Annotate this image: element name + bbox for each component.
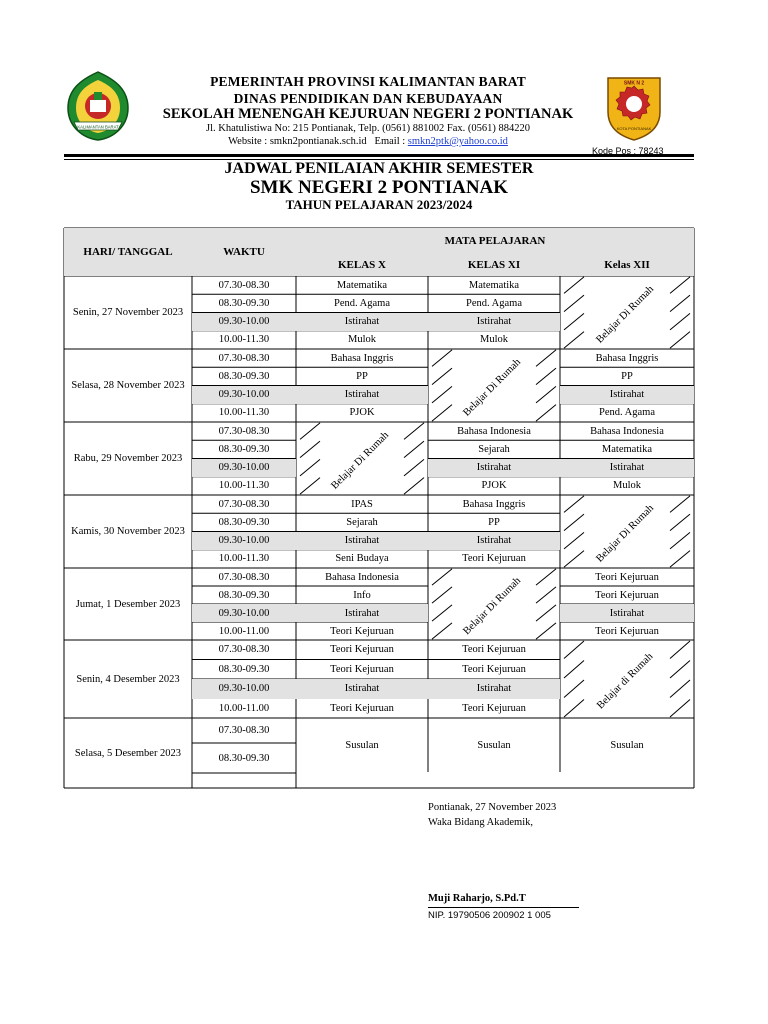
document-title: JADWAL PENILAIAN AKHIR SEMESTER bbox=[224, 160, 534, 177]
day-1-class-xi-slot-4: Mulok bbox=[479, 334, 508, 346]
header-day-date: HARI/ TANGGAL bbox=[64, 228, 192, 276]
day-5-time-2: 08.30-09.30 bbox=[218, 589, 270, 601]
day-5-class-x-slot-2: Info bbox=[353, 589, 371, 601]
letterhead-government: PEMERINTAH PROVINSI KALIMANTAN BARAT bbox=[210, 74, 526, 89]
signature-name: Muji Raharjo, S.Pd.T bbox=[428, 893, 526, 904]
smkn2-school-logo bbox=[600, 70, 668, 142]
day-5-class-xii-slot-3: Istirahat bbox=[560, 604, 694, 622]
day-7-class-xii-makeup: Susulan bbox=[610, 739, 644, 751]
day-1-class-xi-slot-1: Matematika bbox=[468, 279, 520, 291]
signature-place-date: Pontianak, 27 November 2023 bbox=[428, 802, 557, 813]
header-class-xii: Kelas XII bbox=[560, 254, 694, 276]
letterhead-address: Jl. Khatulistiwa No: 215 Pontianak, Telp. (0561) 881002 Fax. (0561) 884220 bbox=[206, 123, 530, 134]
day-6-class-xi-slot-1: Teori Kejuruan bbox=[462, 644, 526, 656]
day-6-time-1: 07.30-08.30 bbox=[218, 644, 270, 656]
day-4-class-x-slot-4: Seni Budaya bbox=[335, 553, 389, 565]
day-3-time-2: 08.30-09.30 bbox=[218, 443, 270, 455]
day-5-class-x-slot-1: Bahasa Indonesia bbox=[325, 571, 399, 583]
day-2-class-x-slot-1: Bahasa Inggris bbox=[330, 352, 394, 364]
day-4-date: Kamis, 30 November 2023 bbox=[71, 526, 185, 537]
signature-nip: NIP. 19790506 200902 1 005 bbox=[428, 910, 551, 921]
day-6-class-x-slot-1: Teori Kejuruan bbox=[330, 644, 394, 656]
day-1-class-xii-home-study: Belajar Di Rumah bbox=[594, 283, 657, 346]
header-subjects: MATA PELAJARAN bbox=[296, 228, 694, 254]
header-class-xi: KELAS XI bbox=[428, 254, 560, 276]
day-2-time-4: 10.00-11.30 bbox=[218, 407, 270, 419]
day-6-class-xii-home-study: Belajar di Rumah bbox=[595, 651, 656, 712]
day-7-date: Selasa, 5 Desember 2023 bbox=[74, 747, 182, 759]
day-4-class-x-slot-2: Sejarah bbox=[346, 516, 378, 528]
day-6-class-xi-slot-4: Teori Kejuruan bbox=[462, 702, 526, 714]
day-5-time-3: 09.30-10.00 bbox=[192, 604, 296, 622]
day-7-class-x-makeup: Susulan bbox=[345, 739, 379, 751]
day-2-class-xii-slot-2: PP bbox=[621, 370, 633, 382]
day-3-class-xi-slot-1: Bahasa Indonesia bbox=[457, 425, 531, 437]
day-4-time-3: 09.30-10.00 bbox=[192, 532, 296, 550]
day-2-time-2: 08.30-09.30 bbox=[218, 370, 270, 382]
day-1-time-3: 09.30-10.00 bbox=[192, 313, 296, 331]
right-logo-caption: SMK N 2 bbox=[623, 80, 645, 87]
day-6-class-xi-slot-2: Teori Kejuruan bbox=[462, 663, 526, 675]
day-5-class-xii-slot-2: Teori Kejuruan bbox=[595, 589, 659, 601]
day-1-class-x-slot-1: Matematika bbox=[336, 279, 388, 291]
exam-schedule-table bbox=[64, 228, 694, 788]
day-3-class-xii-slot-1: Bahasa Indonesia bbox=[590, 425, 664, 437]
day-1-time-2: 08.30-09.30 bbox=[218, 297, 270, 309]
day-7-time-1: 07.30-08.30 bbox=[218, 725, 270, 736]
day-3-class-xii-slot-4: Mulok bbox=[612, 480, 641, 492]
day-5-date: Jumat, 1 Desember 2023 bbox=[75, 598, 181, 610]
day-4-class-xi-slot-1: Bahasa Inggris bbox=[462, 498, 526, 510]
day-4-class-xii-home-study: Belajar Di Rumah bbox=[594, 502, 657, 565]
day-6-class-x-slot-4: Teori Kejuruan bbox=[330, 702, 394, 714]
day-5-class-xii-slot-4: Teori Kejuruan bbox=[595, 625, 659, 637]
day-4-class-x-slot-3: Istirahat bbox=[296, 532, 428, 550]
day-2-time-3: 09.30-10.00 bbox=[192, 386, 296, 404]
day-6-class-x-slot-2: Teori Kejuruan bbox=[330, 663, 394, 675]
day-7-time-2: 08.30-09.30 bbox=[218, 752, 270, 764]
letterhead-contact bbox=[140, 136, 596, 147]
day-5-class-xi-home-study: Belajar Di Rumah bbox=[461, 575, 524, 638]
day-5-class-x-slot-4: Teori Kejuruan bbox=[330, 625, 394, 637]
day-2-class-xii-slot-3: Istirahat bbox=[560, 386, 694, 404]
day-6-date: Senin, 4 Desember 2023 bbox=[76, 673, 180, 685]
day-1-time-4: 10.00-11.30 bbox=[218, 334, 270, 346]
day-6-time-2: 08.30-09.30 bbox=[218, 663, 270, 675]
day-3-class-xi-slot-4: PJOK bbox=[481, 480, 507, 492]
letterhead-thick-rule bbox=[64, 154, 694, 157]
letterhead-email-label: Email : bbox=[374, 136, 406, 147]
signature-role: Waka Bidang Akademik, bbox=[428, 817, 534, 828]
day-3-time-4: 10.00-11.30 bbox=[218, 480, 270, 492]
day-2-class-x-slot-2: PP bbox=[356, 370, 368, 382]
day-5-time-1: 07.30-08.30 bbox=[218, 571, 270, 583]
school-title: SMK NEGERI 2 PONTIANAK bbox=[249, 177, 509, 198]
header-time: WAKTU bbox=[192, 228, 296, 276]
day-1-date: Senin, 27 November 2023 bbox=[72, 307, 184, 318]
day-2-class-xii-slot-4: Pend. Agama bbox=[599, 407, 655, 419]
day-5-class-x-slot-3: Istirahat bbox=[296, 604, 428, 622]
day-5-class-xii-slot-1: Teori Kejuruan bbox=[595, 571, 659, 583]
day-6-class-xi-slot-3: Istirahat bbox=[428, 679, 560, 699]
day-1-class-x-slot-3: Istirahat bbox=[296, 313, 428, 331]
day-6-time-3: 09.30-10.00 bbox=[192, 679, 296, 699]
postal-code: Kode Pos : 78243 bbox=[592, 146, 664, 156]
letterhead-department: DINAS PENDIDIKAN DAN KEBUDAYAAN bbox=[233, 91, 503, 106]
day-1-class-xi-slot-3: Istirahat bbox=[428, 313, 560, 331]
day-2-class-x-slot-4: PJOK bbox=[349, 407, 375, 419]
day-4-time-4: 10.00-11.30 bbox=[218, 553, 270, 565]
day-3-class-xi-slot-3: Istirahat bbox=[428, 459, 560, 477]
day-4-class-xi-slot-4: Teori Kejuruan bbox=[462, 553, 526, 565]
signature-underline bbox=[428, 907, 579, 908]
day-1-class-x-slot-4: Mulok bbox=[347, 334, 376, 346]
day-1-class-x-slot-2: Pend. Agama bbox=[334, 297, 390, 309]
day-3-date: Rabu, 29 November 2023 bbox=[73, 453, 183, 464]
day-4-time-2: 08.30-09.30 bbox=[218, 516, 270, 528]
day-4-class-xi-slot-3: Istirahat bbox=[428, 532, 560, 550]
day-2-time-1: 07.30-08.30 bbox=[218, 352, 270, 364]
day-6-time-4: 10.00-11.00 bbox=[218, 702, 270, 714]
day-2-class-x-slot-3: Istirahat bbox=[296, 386, 428, 404]
right-logo-subcaption: KOTA PONTIANAK bbox=[616, 126, 652, 131]
day-3-time-1: 07.30-08.30 bbox=[218, 425, 270, 437]
day-4-class-xi-slot-2: PP bbox=[488, 516, 500, 528]
day-4-time-1: 07.30-08.30 bbox=[218, 498, 270, 510]
day-6-class-x-slot-3: Istirahat bbox=[296, 679, 428, 699]
day-7-class-xi-makeup: Susulan bbox=[477, 739, 511, 751]
left-logo-caption: KALIMANTAN BARAT bbox=[77, 124, 119, 130]
academic-year: TAHUN PELAJARAN 2023/2024 bbox=[285, 197, 473, 212]
day-3-class-x-home-study: Belajar Di Rumah bbox=[329, 429, 392, 492]
letterhead-email-link[interactable]: smkn2ptk@yahoo.co.id bbox=[407, 136, 508, 147]
day-3-class-xii-slot-2: Matematika bbox=[601, 443, 653, 455]
day-2-date: Selasa, 28 November 2023 bbox=[71, 380, 185, 391]
day-2-class-xi-home-study: Belajar Di Rumah bbox=[461, 356, 524, 419]
day-2-class-xii-slot-1: Bahasa Inggris bbox=[595, 352, 659, 364]
header-class-x: KELAS X bbox=[296, 254, 428, 276]
day-5-time-4: 10.00-11.00 bbox=[218, 625, 270, 637]
day-4-class-x-slot-1: IPAS bbox=[351, 498, 373, 510]
letterhead-school-name: SEKOLAH MENENGAH KEJURUAN NEGERI 2 PONTIANAK bbox=[162, 106, 574, 122]
letterhead-website[interactable]: Website : smkn2pontianak.sch.id bbox=[228, 136, 367, 147]
day-3-time-3: 09.30-10.00 bbox=[192, 459, 296, 477]
day-3-class-xii-slot-3: Istirahat bbox=[560, 459, 694, 477]
day-1-class-xi-slot-2: Pend. Agama bbox=[466, 297, 522, 309]
day-1-time-1: 07.30-08.30 bbox=[218, 279, 270, 291]
day-3-class-xi-slot-2: Sejarah bbox=[478, 443, 510, 455]
